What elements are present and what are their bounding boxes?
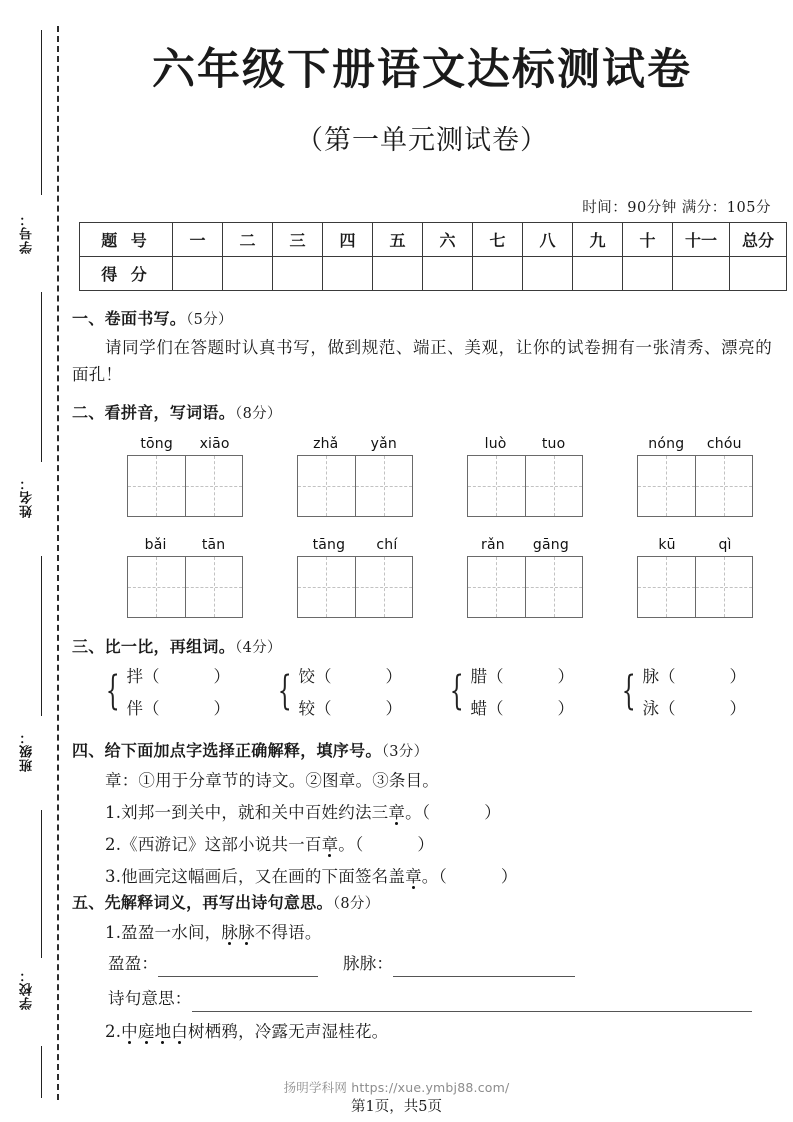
section-5-points: （8分） [332, 896, 380, 912]
score-cell-11[interactable] [673, 257, 730, 291]
paren-close: ） [557, 699, 574, 718]
score-table-row-header-score: 得 分 [80, 257, 173, 291]
dotted-char: 脉 [238, 923, 255, 942]
tianzige-box[interactable] [127, 556, 243, 618]
pinyin-syllable: bǎi [144, 537, 167, 553]
explain-label-b: 脉脉： [343, 954, 394, 973]
binding-dashed-line [57, 26, 59, 1100]
tianzige-cell[interactable] [186, 455, 244, 517]
word-char: 拌（ [126, 667, 160, 686]
word-pair-2 [272, 663, 444, 719]
score-table-col-5: 五 [373, 223, 423, 257]
tianzige-cell[interactable] [637, 556, 696, 618]
word-char: 腊（ [470, 667, 504, 686]
score-cell-5[interactable] [373, 257, 423, 291]
section-4-legend: 章：①用于分章节的诗文。②图章。③条目。 [105, 771, 439, 790]
poem-text-post: 树栖鸦，冷露无声湿桂花。 [187, 1022, 389, 1041]
word-pair-bottom[interactable] [298, 695, 402, 719]
pinyin-syllable: chóu [706, 436, 742, 452]
poem-meaning-row [108, 985, 772, 1012]
pinyin-syllable: tān [201, 537, 226, 553]
pinyin-syllable: qì [718, 537, 732, 553]
item-text: 刘邦一到关中，就和关中百姓约法三 [121, 803, 389, 822]
tianzige-cell[interactable] [696, 455, 754, 517]
pinyin-syllable: yǎn [370, 436, 397, 452]
word-pair-bottom[interactable] [126, 695, 230, 719]
tianzige-cell[interactable] [467, 455, 526, 517]
paren-close: ） [729, 699, 746, 718]
score-cell-4[interactable] [323, 257, 373, 291]
word-pair-words [642, 663, 746, 719]
pinyin-group-1 [100, 436, 270, 517]
margin-label-name: 姓名： [20, 476, 35, 518]
margin-rule-3 [41, 556, 42, 716]
score-cell-total[interactable] [730, 257, 787, 291]
pinyin-labels [127, 537, 243, 553]
pinyin-labels [637, 537, 753, 553]
score-cell-6[interactable] [423, 257, 473, 291]
score-table [79, 222, 787, 291]
section-1-body: 请同学们在答题时认真书写，做到规范、端正、美观，让你的试卷拥有一张清秀、漂亮的面孔！ [72, 338, 772, 384]
pinyin-group-2 [270, 436, 440, 517]
tianzige-cell[interactable] [297, 455, 356, 517]
tianzige-box[interactable] [297, 556, 413, 618]
paren-close: ） [385, 667, 402, 686]
page-title: 六年级下册语文达标测试卷 [152, 45, 692, 95]
tianzige-box[interactable] [467, 455, 583, 517]
score-cell-10[interactable] [623, 257, 673, 291]
word-char: 伴（ [126, 699, 160, 718]
word-pair-4 [616, 663, 788, 719]
item-text-post: 。（ [405, 803, 431, 822]
pinyin-group-3 [440, 436, 610, 517]
word-pair-top[interactable] [642, 663, 746, 687]
poem-text: 盈盈一水间， [121, 923, 222, 942]
tianzige-cell[interactable] [696, 556, 754, 618]
word-pair-top[interactable] [126, 663, 230, 687]
margin-label-school: 学校： [20, 968, 35, 1010]
meaning-label: 诗句意思： [108, 989, 192, 1008]
score-table-col-1: 一 [173, 223, 223, 257]
tianzige-box[interactable] [467, 556, 583, 618]
site-watermark: 扬明学科网 https://xue.ymbj88.com/ [283, 1080, 510, 1095]
section-3-heading [72, 634, 772, 657]
explain-blank-b[interactable] [393, 959, 575, 977]
score-cell-8[interactable] [523, 257, 573, 291]
paren-close: ） [557, 667, 574, 686]
poem-line-2 [72, 1018, 772, 1045]
pinyin-syllable: chí [376, 537, 398, 553]
pinyin-labels [127, 436, 243, 452]
section-2-heading [72, 400, 772, 423]
dotted-char: 白 [171, 1022, 188, 1041]
margin-rule-4 [41, 810, 42, 958]
pinyin-syllable: tāng [312, 537, 346, 553]
tianzige-cell[interactable] [637, 455, 696, 517]
tianzige-box[interactable] [127, 455, 243, 517]
pinyin-labels [297, 537, 413, 553]
score-table-col-11: 十一 [673, 223, 730, 257]
section-4-title: 四、给下面加点字选择正确解释，填序号。 [72, 741, 382, 760]
tianzige-cell[interactable] [127, 556, 186, 618]
section-5 [72, 890, 772, 1045]
margin-rule-2 [41, 292, 42, 462]
score-table-col-2: 二 [223, 223, 273, 257]
section-2 [72, 400, 772, 423]
section-1 [72, 306, 772, 388]
margin-rule-1 [41, 30, 42, 195]
pinyin-group-6 [270, 537, 440, 618]
tianzige-cell[interactable] [356, 455, 414, 517]
score-cell-2[interactable] [223, 257, 273, 291]
pinyin-syllable: tōng [140, 436, 173, 452]
section-4-heading [72, 738, 772, 761]
score-cell-3[interactable] [273, 257, 323, 291]
word-pair-row [100, 663, 790, 719]
tianzige-cell[interactable] [127, 455, 186, 517]
section-1-heading [72, 306, 772, 329]
pinyin-syllable: zhǎ [313, 436, 339, 452]
dotted-char: 章 [321, 835, 339, 854]
pinyin-labels [637, 436, 753, 452]
tianzige-cell[interactable] [356, 556, 414, 618]
tianzige-box[interactable] [637, 556, 753, 618]
section-3-points: （4分） [235, 640, 282, 656]
score-table-col-10: 十 [623, 223, 673, 257]
dotted-char: 庭 [137, 1022, 155, 1041]
word-char: 饺（ [298, 667, 332, 686]
pinyin-syllable: rǎn [481, 537, 505, 553]
pinyin-syllable: luò [484, 436, 507, 452]
tianzige-box[interactable] [637, 455, 753, 517]
word-char: 脉（ [642, 667, 676, 686]
score-table-col-total: 总分 [730, 223, 787, 257]
pinyin-grid-row-2 [100, 537, 780, 618]
section-2-points: （8分） [235, 406, 282, 422]
score-cell-1[interactable] [173, 257, 223, 291]
tianzige-cell[interactable] [297, 556, 356, 618]
section-1-points: （5分） [186, 312, 233, 328]
brace-icon: { [105, 668, 120, 714]
brace-icon: { [621, 668, 636, 714]
pinyin-group-7 [440, 537, 610, 618]
word-char: 泳（ [642, 699, 676, 718]
brace-icon: { [449, 668, 464, 714]
pinyin-syllable: gāng [532, 537, 569, 553]
item-number: 1. [105, 923, 122, 942]
section-3 [72, 634, 772, 657]
tianzige-cell[interactable] [467, 556, 526, 618]
list-item [72, 799, 772, 826]
section-5-title: 五、先解释词义，再写出诗句意思。 [72, 893, 333, 912]
pinyin-syllable: tuo [541, 436, 566, 452]
dotted-char: 脉 [221, 923, 239, 942]
list-item [72, 863, 772, 890]
item-number: 3. [105, 867, 122, 886]
dotted-char: 章 [388, 803, 406, 822]
pinyin-labels [467, 537, 583, 553]
item-number: 2. [105, 1022, 122, 1041]
paren-close: ） [500, 867, 518, 886]
page-subtitle: （第一单元测试卷） [296, 125, 548, 156]
section-4 [72, 738, 772, 890]
explain-blank-a[interactable] [158, 959, 318, 977]
paren-close: ） [417, 835, 435, 854]
item-text: 他画完这幅画后，又在画的下面签名盖 [121, 867, 406, 886]
score-table-col-9: 九 [573, 223, 623, 257]
section-3-title: 三、比一比，再组词。 [72, 637, 236, 656]
word-pair-bottom[interactable] [642, 695, 746, 719]
score-table-col-7: 七 [473, 223, 523, 257]
tianzige-cell[interactable] [526, 556, 584, 618]
word-pair-words [298, 663, 402, 719]
section-4-points: （3分） [381, 744, 429, 760]
item-number: 2. [105, 835, 122, 854]
item-text-post: 。（ [421, 867, 447, 886]
pinyin-labels [297, 436, 413, 452]
score-table-col-8: 八 [523, 223, 573, 257]
pinyin-grid-row-1 [100, 436, 780, 517]
word-pair-top[interactable] [470, 663, 574, 687]
item-text-post: 。（ [338, 835, 364, 854]
score-cell-7[interactable] [473, 257, 523, 291]
dotted-char: 中 [121, 1022, 138, 1041]
word-pair-bottom[interactable] [470, 695, 574, 719]
meaning-blank[interactable] [192, 994, 752, 1012]
word-pair-1 [100, 663, 272, 719]
word-pair-words [470, 663, 574, 719]
paren-close: ） [484, 803, 501, 822]
score-table-row-header: 题 号 [80, 223, 173, 257]
word-pair-3 [444, 663, 616, 719]
score-table-col-4: 四 [323, 223, 373, 257]
tianzige-cell[interactable] [526, 455, 584, 517]
word-char: 蜡（ [470, 699, 504, 718]
brace-icon: { [277, 668, 292, 714]
paren-close: ） [213, 699, 230, 718]
section-5-heading [72, 890, 772, 913]
word-pair-words [126, 663, 230, 719]
section-2-title: 二、看拼音，写词语。 [72, 403, 236, 422]
pinyin-group-8 [610, 537, 780, 618]
margin-label-class: 班级： [20, 730, 35, 772]
score-table-col-3: 三 [273, 223, 323, 257]
poem-text-post: 不得语。 [254, 923, 322, 942]
page-number-footer: 第1页，共5页 [351, 1099, 442, 1115]
item-number: 1. [105, 803, 122, 822]
pinyin-group-5 [100, 537, 270, 618]
tianzige-cell[interactable] [186, 556, 244, 618]
paren-close: ） [213, 667, 230, 686]
pinyin-labels [467, 436, 583, 452]
pinyin-syllable: nóng [648, 436, 685, 452]
table-row-question-numbers [80, 223, 787, 257]
dotted-char: 地 [154, 1022, 172, 1041]
paren-close: ） [729, 667, 746, 686]
pinyin-syllable: kū [658, 537, 676, 553]
score-table-col-6: 六 [423, 223, 473, 257]
pinyin-syllable: xiāo [199, 436, 230, 452]
section-1-title: 一、卷面书写。 [72, 309, 187, 328]
list-item [72, 831, 772, 858]
tianzige-box[interactable] [297, 455, 413, 517]
word-explanation-row [108, 950, 772, 977]
pinyin-group-4 [610, 436, 780, 517]
margin-label-student-id: 学号： [20, 212, 35, 254]
word-pair-top[interactable] [298, 663, 402, 687]
score-cell-9[interactable] [573, 257, 623, 291]
poem-line-1 [72, 919, 772, 946]
explain-label-a: 盈盈： [108, 954, 159, 973]
table-row-scores [80, 257, 787, 291]
exam-meta-info: 时间：90分钟 满分：105分 [582, 200, 771, 216]
word-char: 较（ [298, 699, 332, 718]
item-text: 《西游记》这部小说共一百 [121, 835, 322, 854]
paren-close: ） [385, 699, 402, 718]
dotted-char: 章 [405, 867, 422, 886]
